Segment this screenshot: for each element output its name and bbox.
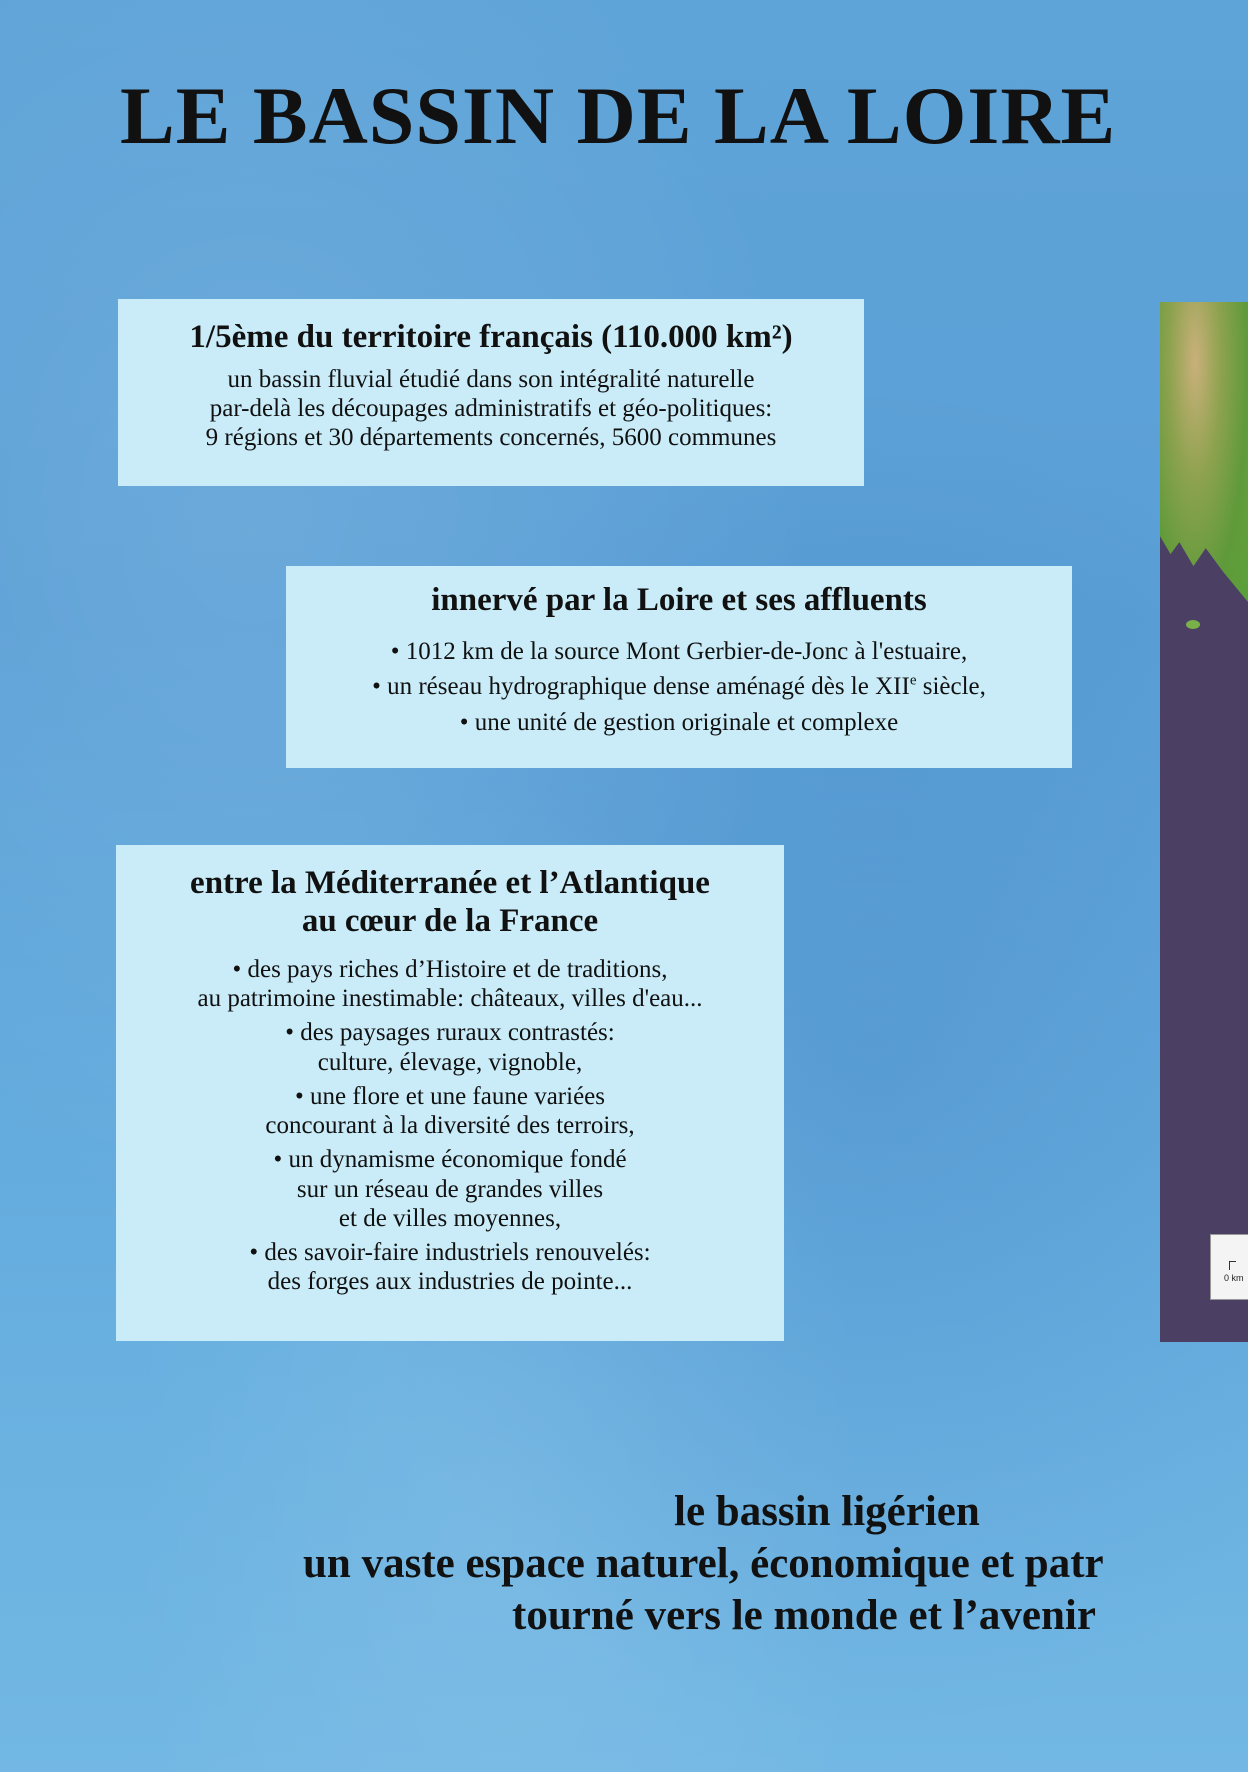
river-item-text: • un réseau hydrographique dense aménagé dès le XII: [372, 673, 910, 701]
scale-bar-icon: [1229, 1261, 1236, 1270]
century-superscript: e: [909, 673, 917, 690]
heart-heading-line: au cœur de la France: [301, 902, 599, 939]
map-scale-box: [1210, 1234, 1248, 1300]
list-item-line: • des paysages ruraux contrastés:: [285, 1019, 615, 1047]
list-item: [116, 1082, 784, 1141]
territory-line: par-delà les découpages administratifs et géo-politiques:: [209, 395, 773, 423]
list-item-line: au patrimoine inestimable: châteaux, villes d'eau...: [197, 985, 703, 1013]
territory-line: un bassin fluvial étudié dans son intégralité naturelle: [227, 365, 755, 393]
list-item-line: • des pays riches d’Histoire et de traditions,: [232, 955, 668, 983]
list-item-line: et de villes moyennes,: [338, 1204, 562, 1232]
river-item: [286, 669, 1072, 705]
river-heading: innervé par la Loire et ses affluents: [431, 582, 927, 618]
list-item-line: • des savoir-faire industriels renouvelés:: [249, 1239, 651, 1267]
map-island: [1186, 620, 1200, 629]
territory-heading: 1/5ème du territoire français (110.000 km²): [189, 319, 793, 355]
list-item: [116, 1238, 784, 1297]
list-item-line: culture, élevage, vignoble,: [317, 1048, 583, 1076]
footer-line: le bassin ligérien: [674, 1488, 980, 1535]
list-item: [116, 1018, 784, 1077]
satellite-map-image: [1160, 302, 1248, 1342]
river-item: • une unité de gestion originale et complexe: [459, 708, 899, 736]
map-scale-label: 0 km: [1224, 1273, 1244, 1283]
footer-line: un vaste espace naturel, économique et patr: [303, 1540, 1104, 1587]
footer-line: tourné vers le monde et l’avenir: [512, 1592, 1096, 1639]
list-item-line: • un dynamisme économique fondé: [273, 1146, 627, 1174]
river-item: • 1012 km de la source Mont Gerbier-de-Jonc à l'estuaire,: [390, 637, 968, 665]
list-item: [116, 1145, 784, 1233]
list-item-line: • une flore et une faune variées: [295, 1082, 605, 1110]
list-item-line: concourant à la diversité des terroirs,: [265, 1112, 635, 1140]
river-item-text: siècle,: [916, 673, 986, 701]
territory-box: [118, 299, 864, 486]
heart-heading-line: entre la Méditerranée et l’Atlantique: [190, 865, 710, 901]
list-item-line: sur un réseau de grandes villes: [296, 1175, 604, 1203]
list-item: [116, 955, 784, 1014]
page-title: LE BASSIN DE LA LOIRE: [120, 70, 1117, 161]
river-box: [286, 566, 1072, 768]
heart-of-france-box: [116, 845, 784, 1341]
heart-heading: [116, 865, 784, 941]
map-land-area: [1160, 302, 1248, 602]
list-item-line: des forges aux industries de pointe...: [267, 1268, 633, 1296]
territory-line: 9 régions et 30 départements concernés, 5600 communes: [205, 424, 777, 452]
